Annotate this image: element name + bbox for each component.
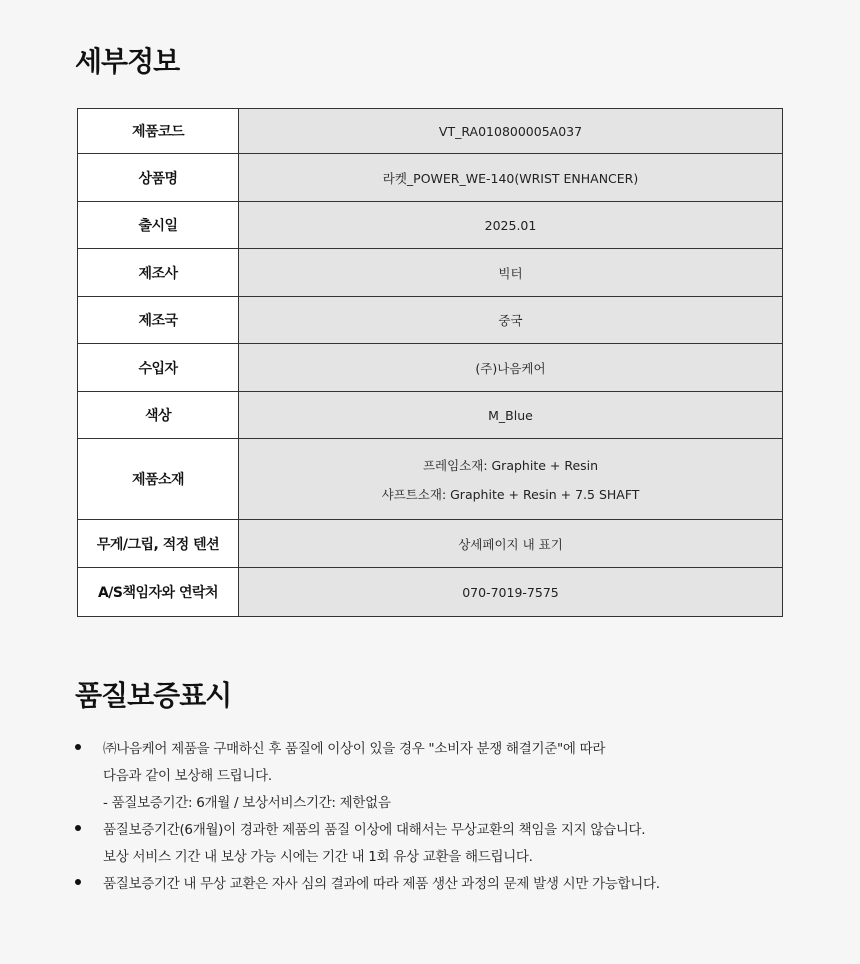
note-line: 다음과 같이 보상해 드립니다. (103, 768, 272, 784)
value-line: 샤프트소재: Graphite + Resin + 7.5 SHAFT (381, 486, 640, 502)
row-label-release-date: 출시일 (78, 202, 239, 249)
row-value-country (239, 297, 783, 344)
value-line: (주)나음케어 (475, 360, 546, 376)
details-section-title: 세부정보 (75, 45, 180, 78)
bullet-icon (75, 744, 81, 750)
table-row (78, 392, 783, 439)
list-item (75, 871, 795, 898)
table-row (78, 439, 783, 520)
value-line: M_Blue (488, 407, 533, 423)
row-label-product-name: 상품명 (78, 154, 239, 202)
row-value-product-name (239, 154, 783, 202)
list-item (75, 736, 795, 817)
value-line: 상세페이지 내 표기 (458, 536, 563, 552)
table-row (78, 249, 783, 297)
bullet-icon (75, 825, 81, 831)
row-label-country: 제조국 (78, 297, 239, 344)
row-label-weight-grip-tension: 무게/그립, 적정 텐션 (78, 520, 239, 568)
row-value-weight-grip-tension (239, 520, 783, 568)
table-row (78, 297, 783, 344)
row-value-color (239, 392, 783, 439)
row-value-product-code (239, 109, 783, 154)
value-line: 중국 (498, 313, 523, 328)
row-value-release-date (239, 202, 783, 249)
table-row (78, 344, 783, 392)
value-line: 2025.01 (484, 217, 537, 233)
note-line: 품질보증기간 내 무상 교환은 자사 심의 결과에 따라 제품 생산 과정의 문제 발생 시만 가능합니다. (103, 876, 660, 892)
list-item (75, 817, 795, 871)
row-value-as-contact (239, 568, 783, 617)
row-label-manufacturer: 제조사 (78, 249, 239, 297)
bullet-icon (75, 879, 81, 885)
warranty-section-title: 품질보증표시 (75, 679, 232, 712)
row-label-color: 색상 (78, 392, 239, 439)
row-value-material (239, 439, 783, 520)
note-line: ㈜나음케어 제품을 구매하신 후 품질에 이상이 있을 경우 "소비자 분쟁 해결기준"에 따라 (103, 741, 606, 757)
row-label-material: 제품소재 (78, 439, 239, 520)
table-row (78, 202, 783, 249)
table-row (78, 109, 783, 154)
value-line: 빅터 (498, 265, 523, 281)
value-line: 070-7019-7575 (462, 584, 559, 600)
note-line: - 품질보증기간: 6개월 / 보상서비스기간: 제한없음 (103, 795, 391, 811)
table-row (78, 568, 783, 617)
value-line: VT_RA010800005A037 (438, 123, 583, 139)
row-value-importer (239, 344, 783, 392)
table-row (78, 520, 783, 568)
value-line: 프레임소재: Graphite + Resin (422, 457, 599, 473)
row-label-product-code: 제품코드 (78, 109, 239, 154)
row-label-importer: 수입자 (78, 344, 239, 392)
note-line: 보상 서비스 기간 내 보상 가능 시에는 기간 내 1회 유상 교환을 해드립니다. (103, 849, 533, 865)
product-details-table (77, 108, 783, 617)
row-label-as-contact: A/S책임자와 연락처 (78, 568, 239, 617)
note-line: 품질보증기간(6개월)이 경과한 제품의 품질 이상에 대해서는 무상교환의 책임을 지지 않습니다. (103, 822, 646, 838)
row-value-manufacturer (239, 249, 783, 297)
value-line: 라켓_POWER_WE-140(WRIST ENHANCER) (382, 170, 639, 186)
table-row (78, 154, 783, 202)
warranty-notes-list (75, 736, 795, 898)
